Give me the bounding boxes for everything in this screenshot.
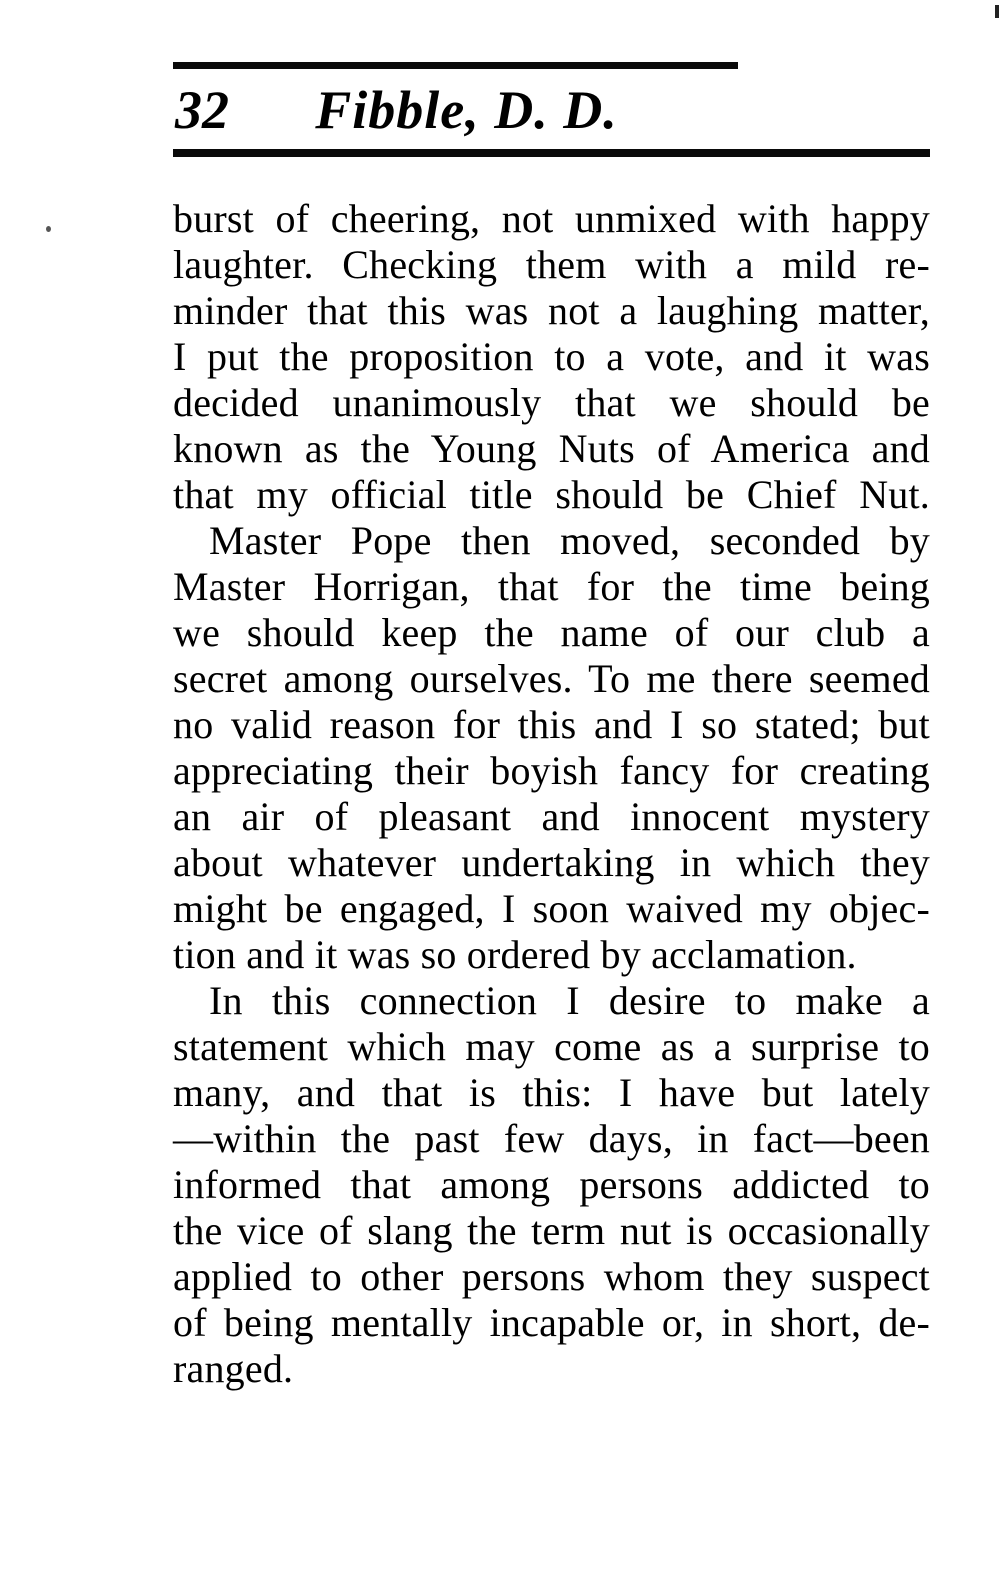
- body-text: [173, 196, 930, 1392]
- scan-artifact-dot: [46, 226, 51, 232]
- text-line: tion and it was so ordered by acclamation.: [173, 932, 857, 977]
- header-top-rule: [173, 62, 738, 69]
- text-line: Master Horrigan, that for the time being: [173, 564, 930, 609]
- text-line: about whatever undertaking in which they: [173, 840, 930, 885]
- text-line: many, and that is this: I have but lately: [173, 1070, 930, 1115]
- text-line: might be engaged, I soon waived my objec-: [173, 886, 930, 931]
- page-title: Fibble, D. D.: [315, 80, 618, 140]
- text-line: ranged.: [173, 1346, 294, 1391]
- paragraph: [173, 196, 930, 518]
- text-line: of being mentally incapable or, in short, de-: [173, 1300, 930, 1345]
- text-line: decided unanimously that we should be: [173, 380, 930, 425]
- page-number: 32: [175, 80, 229, 140]
- text-line: no valid reason for this and I so stated; but: [173, 702, 930, 747]
- text-line: an air of pleasant and innocent mystery: [173, 794, 930, 839]
- text-line: we should keep the name of our club a: [173, 610, 930, 655]
- text-line: laughter. Checking them with a mild re-: [173, 242, 930, 287]
- text-line: statement which may come as a surprise to: [173, 1024, 930, 1069]
- text-line: informed that among persons addicted to: [173, 1162, 930, 1207]
- text-line: —within the past few days, in fact—been: [173, 1116, 930, 1161]
- text-line: I put the proposition to a vote, and it was: [173, 334, 930, 379]
- text-line: In this connection I desire to make a: [209, 978, 930, 1023]
- paragraph: [173, 518, 930, 978]
- text-line: burst of cheering, not unmixed with happy: [173, 196, 930, 241]
- text-line: applied to other persons whom they suspect: [173, 1254, 930, 1299]
- text-line: the vice of slang the term nut is occasionally: [173, 1208, 930, 1253]
- text-line: appreciating their boyish fancy for creating: [173, 748, 930, 793]
- paragraph: [173, 978, 930, 1392]
- text-line: minder that this was not a laughing matter,: [173, 288, 930, 333]
- running-head: [173, 74, 930, 146]
- text-line: secret among ourselves. To me there seemed: [173, 656, 930, 701]
- text-line: Master Pope then moved, seconded by: [209, 518, 930, 563]
- text-line: that my official title should be Chief Nut.: [173, 472, 930, 517]
- text-line: known as the Young Nuts of America and: [173, 426, 930, 471]
- header-bottom-rule: [173, 149, 930, 157]
- scan-artifact-tick: [995, 5, 999, 18]
